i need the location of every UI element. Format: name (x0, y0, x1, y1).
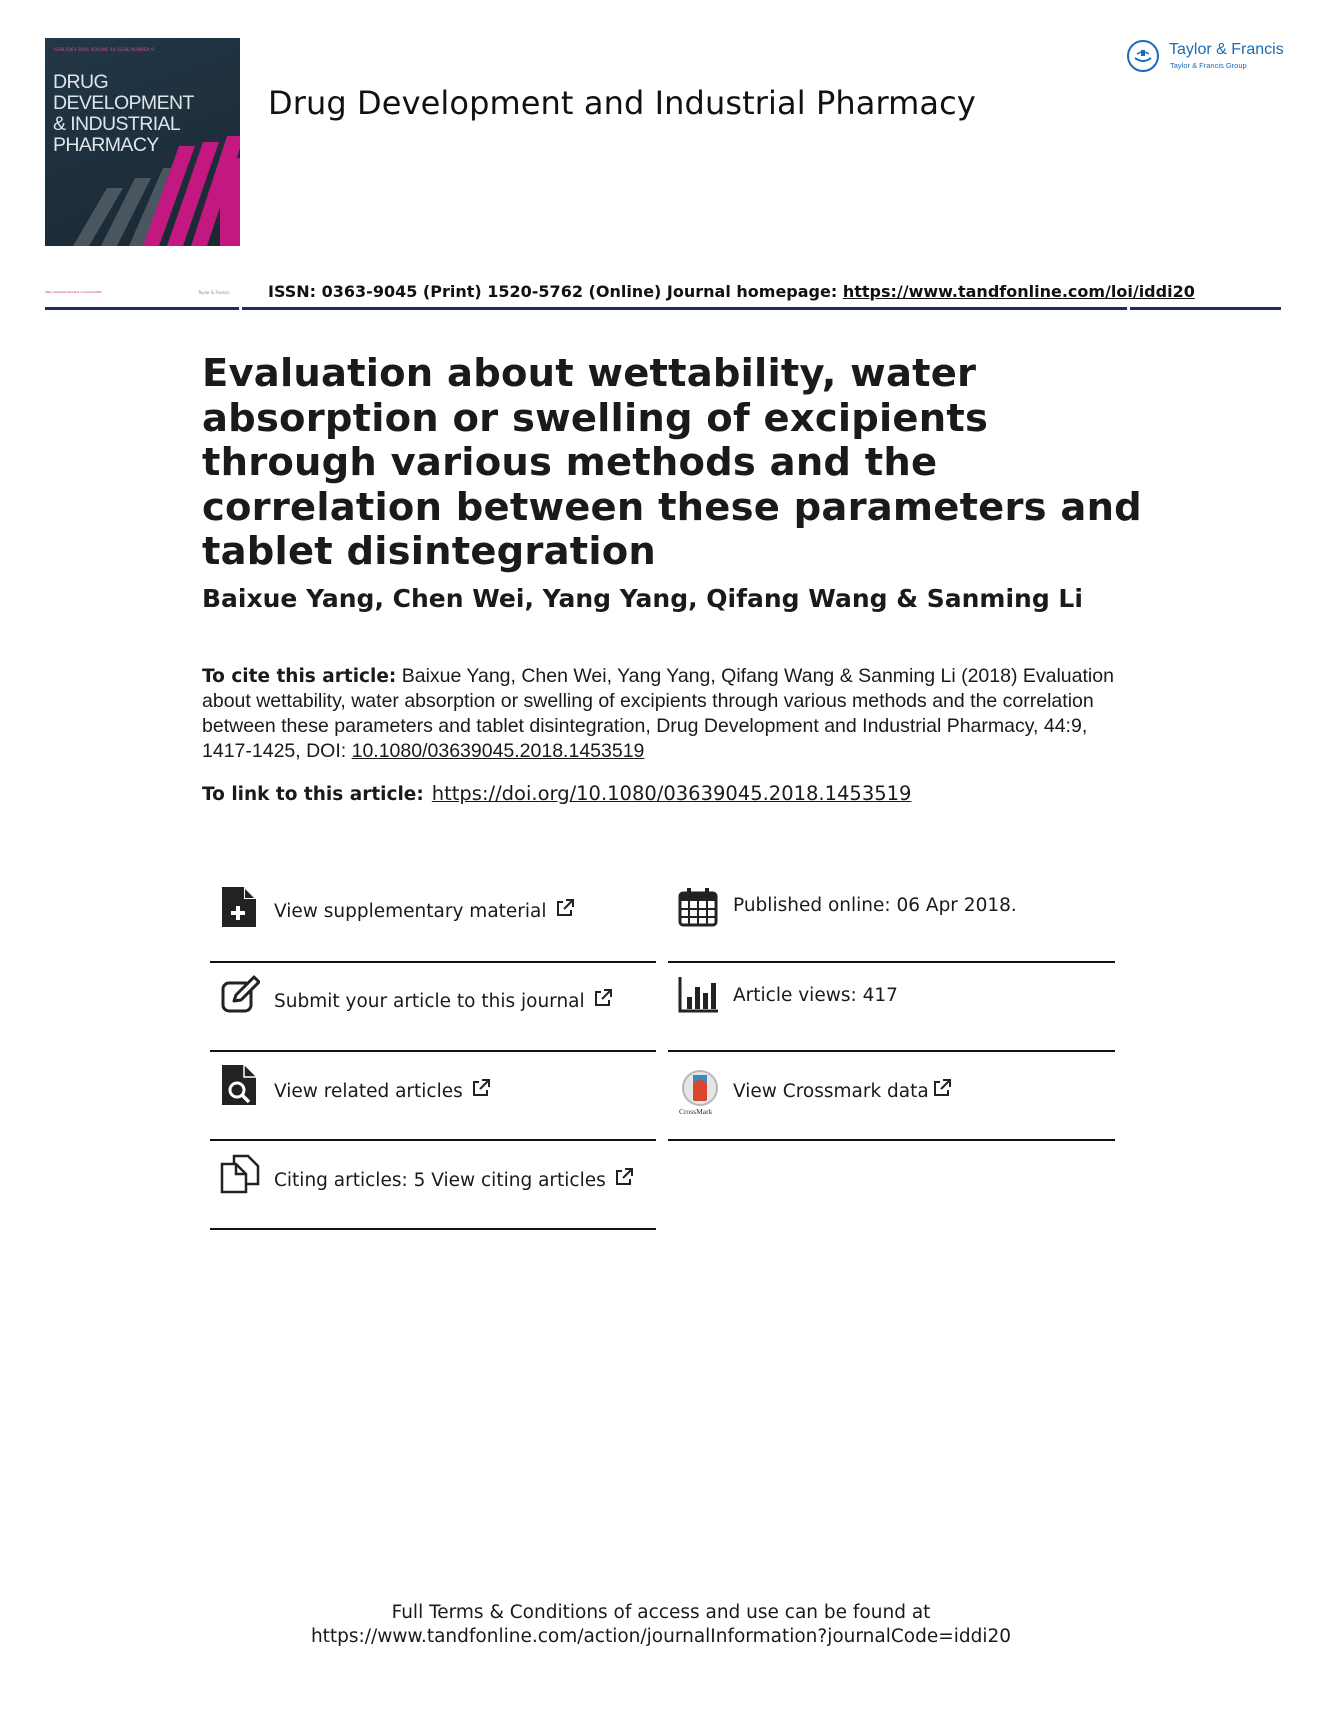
publisher-group: Taylor & Francis Group (1170, 61, 1247, 70)
citation-doi-link[interactable]: 10.1080/03639045.2018.1453519 (351, 740, 645, 762)
cover-title: DRUG DEVELOPMENT & INDUSTRIAL PHARMACY (53, 71, 194, 156)
bar-chart-icon (678, 975, 718, 1019)
external-link-icon (471, 1078, 491, 1098)
journal-cover[interactable] (45, 38, 240, 246)
citation-label: To cite this article: (202, 666, 397, 687)
published-date: Published online: 06 Apr 2018. (733, 895, 1017, 916)
citing-articles-icon (220, 1154, 260, 1198)
rule-gap (239, 307, 242, 310)
footer-terms-url[interactable]: https://www.tandfonline.com/action/journalInformation?journalCode=iddi20 (310, 1626, 1012, 1647)
external-link-icon (555, 898, 575, 918)
article-authors: Baixue Yang, Chen Wei, Yang Yang, Qifang Wang & Sanming Li (202, 584, 1083, 613)
taylor-francis-emblem-icon (1127, 40, 1159, 72)
cover-header-text: ISSN 0363-9045 VOLUME 44 ISSUE NUMBER 9 (54, 47, 155, 52)
link-label: To link to this article: (202, 784, 424, 805)
issn-line (268, 282, 1195, 301)
footer (0, 1601, 1322, 1649)
crossmark-logo[interactable] (678, 1069, 722, 1117)
cell-divider (668, 1139, 1115, 1141)
calendar-icon (678, 887, 718, 931)
supplementary-icon (220, 887, 260, 931)
citing-label: Citing articles: 5 View citing articles (274, 1170, 606, 1191)
header-rule (45, 307, 1281, 310)
footer-terms-text: Full Terms & Conditions of access and use can be found at (391, 1602, 931, 1623)
article-link-block (202, 782, 911, 805)
cell-divider (210, 961, 656, 963)
submit-article-link[interactable] (274, 988, 613, 1012)
external-link-icon (593, 988, 613, 1008)
publisher-name: Taylor & Francis (1169, 41, 1284, 58)
related-label: View related articles (274, 1081, 463, 1102)
tiny-publisher-text: Taylor & Francis (198, 290, 230, 295)
crossmark-label: CrossMark (679, 1107, 713, 1116)
view-supplementary-link[interactable] (274, 898, 575, 922)
issn-text: ISSN: 0363-9045 (Print) 1520-5762 (Online) Journal homepage: (268, 282, 843, 301)
submit-label: Submit your article to this journal (274, 991, 585, 1012)
supplementary-label: View supplementary material (274, 901, 547, 922)
view-crossmark-link[interactable] (733, 1078, 952, 1102)
rule-gap (1127, 307, 1130, 310)
citation-text: Baixue Yang, Chen Wei, Yang Yang, Qifang Wang & Sanming Li (2018) Evaluation about wettability, water absorption or swelling of excipients through various methods and the correlation between these parameters and tablet disintegration, Drug Development and Industrial Pharmacy, 44:9, 1417-1425, DOI: (202, 665, 1114, 762)
cell-divider (668, 1050, 1115, 1052)
taylor-francis-logo[interactable] (1127, 38, 1287, 78)
external-link-icon (614, 1167, 634, 1187)
crossmark-text: View Crossmark data (733, 1081, 929, 1102)
related-articles-icon (220, 1065, 260, 1109)
view-related-articles-link[interactable] (274, 1078, 491, 1102)
cell-divider (210, 1228, 656, 1230)
cell-divider (668, 961, 1115, 963)
edit-icon (220, 975, 260, 1019)
article-doi-link[interactable]: https://doi.org/10.1080/03639045.2018.1453519 (431, 782, 912, 805)
journal-homepage-link[interactable]: https://www.tandfonline.com/loi/iddi20 (842, 282, 1195, 301)
citation-block (202, 664, 1132, 764)
cell-divider (210, 1050, 656, 1052)
tiny-url-text: http://www.tandfonline.com/loi/iddi20 (45, 290, 102, 294)
crossmark-icon (678, 1069, 722, 1109)
view-citing-articles-link[interactable] (274, 1167, 634, 1191)
cell-divider (210, 1139, 656, 1141)
external-link-icon (932, 1078, 952, 1098)
journal-title: Drug Development and Industrial Pharmacy (268, 84, 976, 122)
article-title: Evaluation about wettability, water absorption or swelling of excipients through various methods and the correlation between these parameters and tablet disintegration (202, 351, 1142, 574)
article-views: Article views: 417 (733, 985, 898, 1006)
